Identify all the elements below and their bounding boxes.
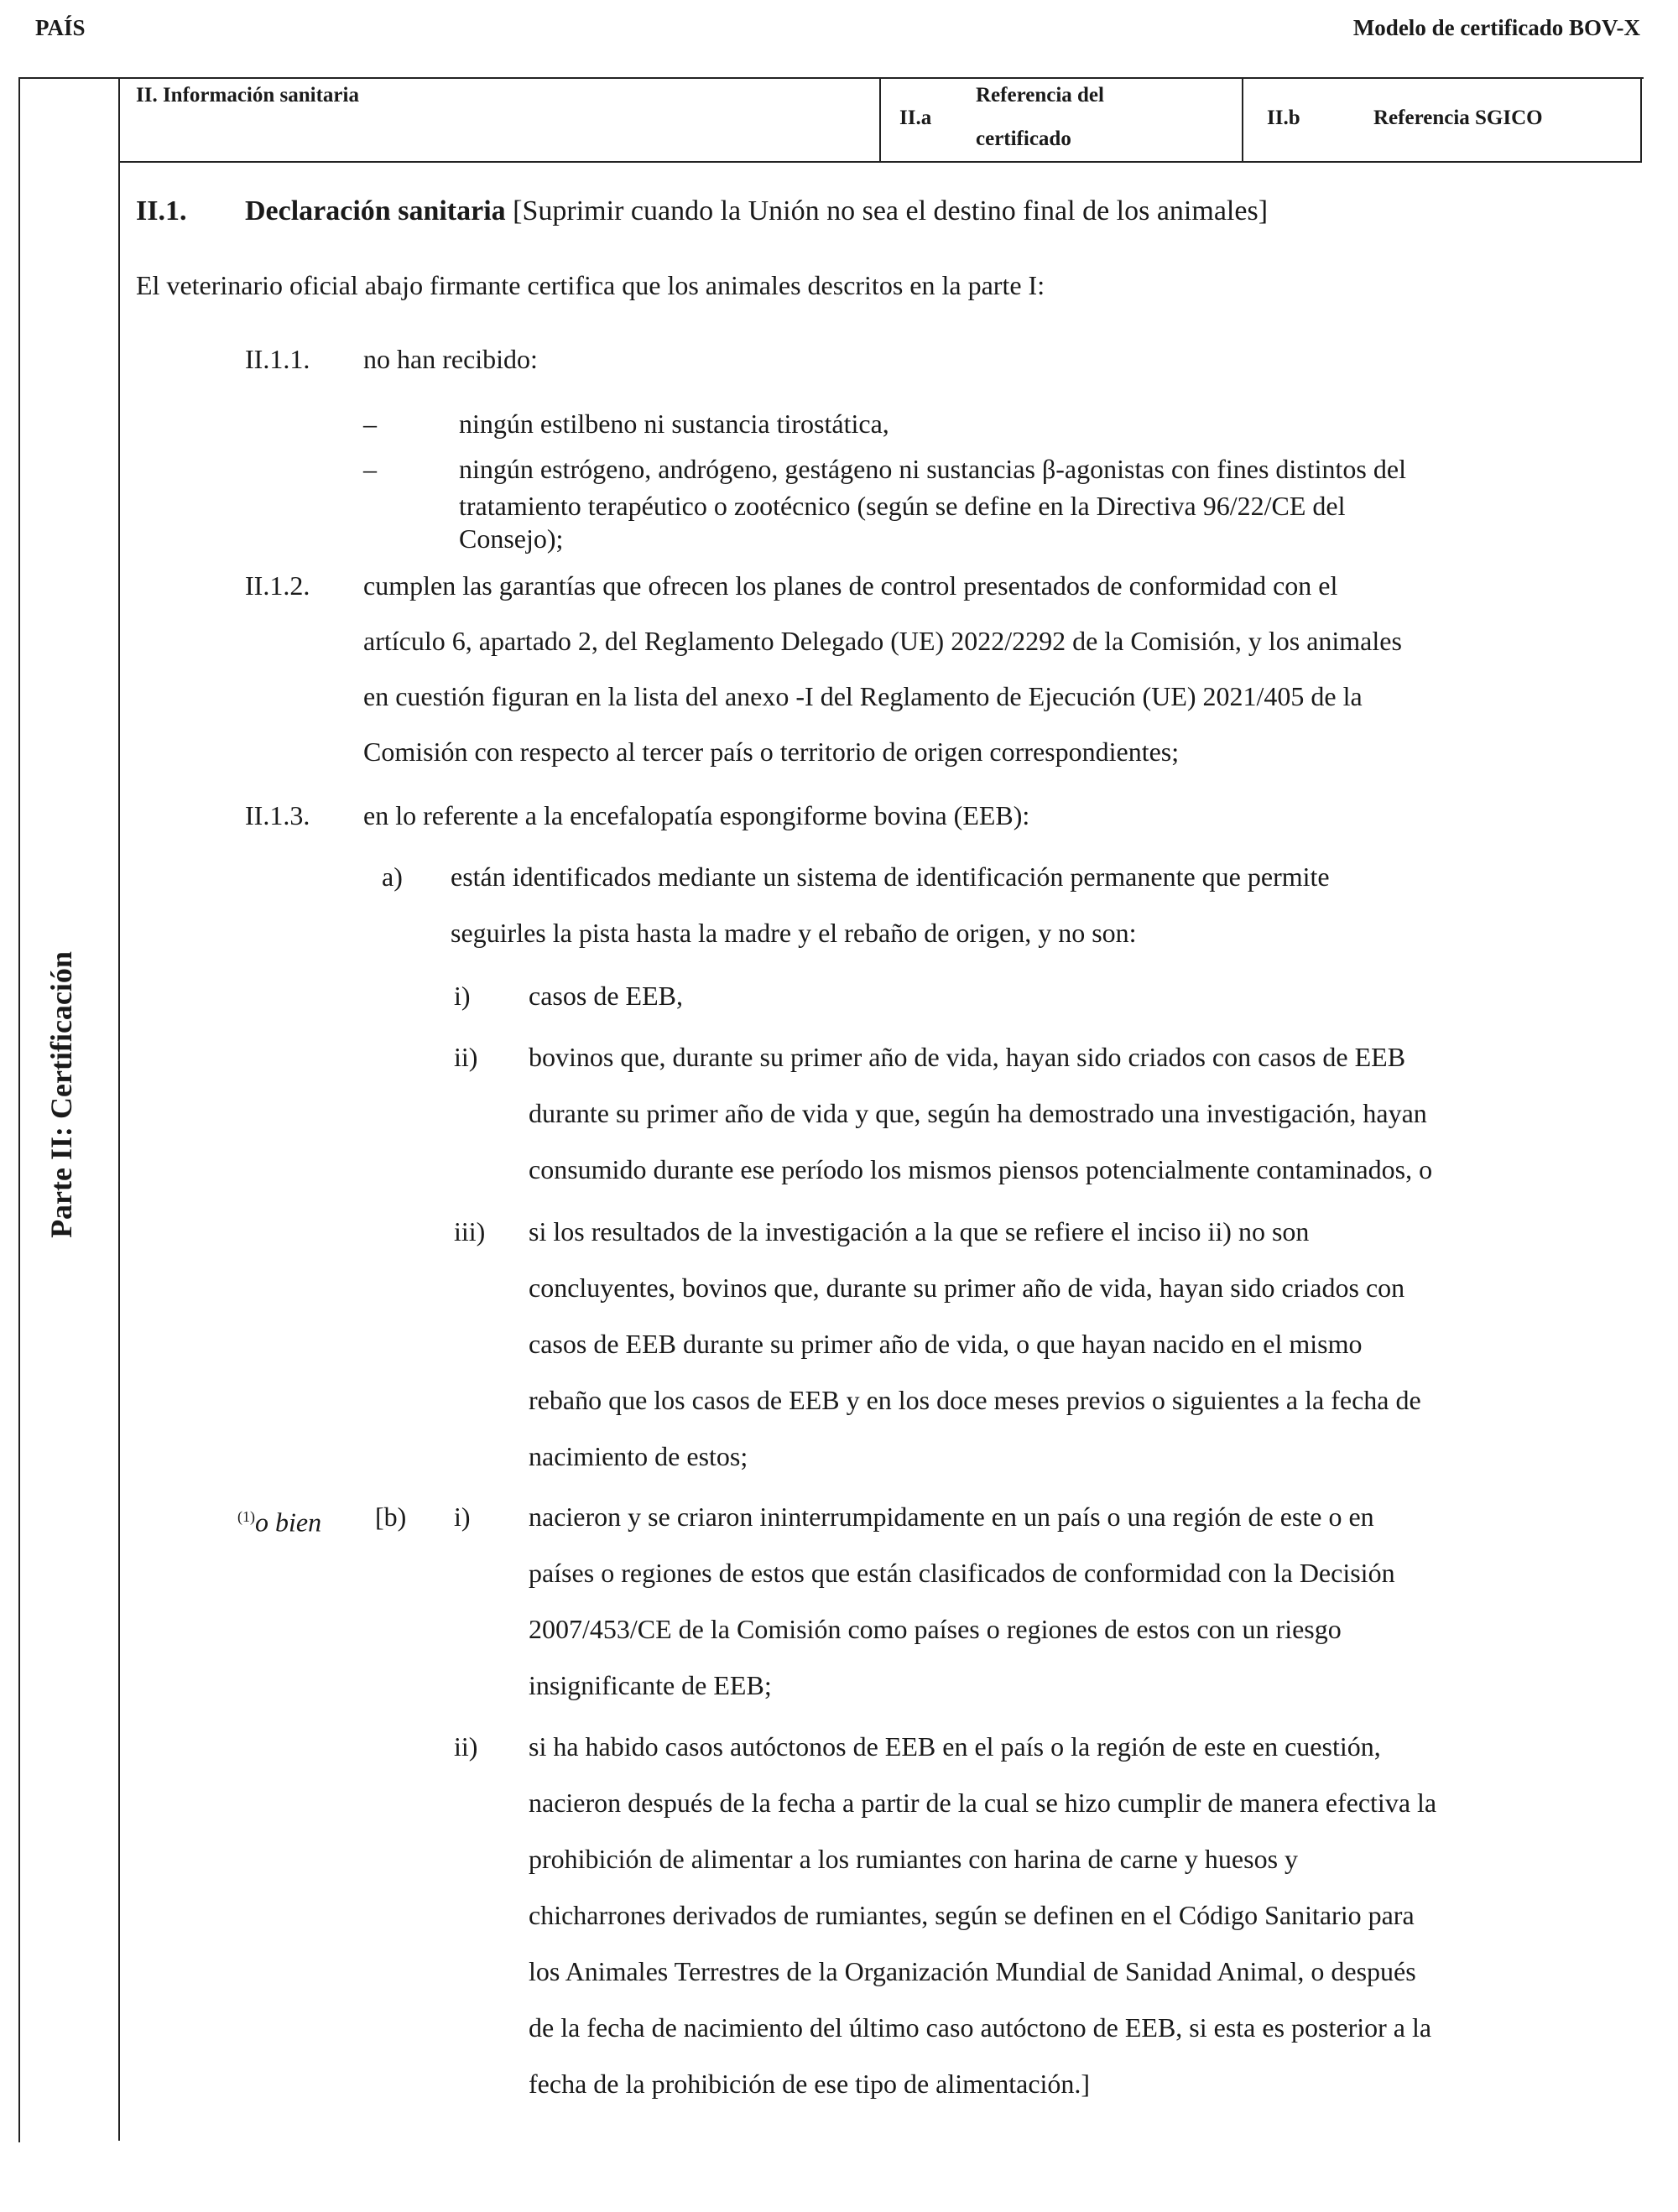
item-3-b-ii-line: chicharrones derivados de rumiantes, según se definen en el Código Sanitario para <box>529 1900 1415 1930</box>
country-label: PAÍS <box>35 15 86 40</box>
item-3-a-iii-line: rebaño que los casos de EEB y en los doce meses previos o siguientes a la fecha de <box>529 1385 1421 1415</box>
item-3-number: II.1.3. <box>245 800 310 830</box>
dash-bullet-2: – <box>363 454 377 484</box>
section-number: II.1. <box>136 195 187 226</box>
item-3-a-line: están identificados mediante un sistema de identificación permanente que permite <box>451 861 1330 892</box>
item-3-b-ii-line: fecha de la prohibición de ese tipo de alimentación.] <box>529 2069 1091 2099</box>
item-3-a-iii-line: nacimiento de estos; <box>529 1441 748 1471</box>
ref-a-code: II.a <box>899 107 932 129</box>
item-3-b-or <box>237 1500 321 1539</box>
item-3-b-i-line: nacieron y se criaron ininterrumpidamente en un país o una región de este o en <box>529 1502 1374 1532</box>
or-text: o bien <box>255 1507 322 1538</box>
item-3-a-ii-line: bovinos que, durante su primer año de vida, hayan sido criados con casos de EEB <box>529 1042 1406 1072</box>
item-3-a-iii-line: concluyentes, bovinos que, durante su primer año de vida, hayan sido criados con <box>529 1273 1405 1303</box>
side-column-divider <box>118 77 120 2141</box>
item-3-a-line: seguirles la pista hasta la madre y el rebaño de origen, y no son: <box>451 918 1137 948</box>
item-2-line: artículo 6, apartado 2, del Reglamento Delegado (UE) 2022/2292 de la Comisión, y los animales <box>363 626 1402 656</box>
item-3-text: en lo referente a la encefalopatía espongiforme bovina (EEB): <box>363 800 1030 830</box>
item-2-line: cumplen las garantías que ofrecen los planes de control presentados de conformidad con el <box>363 570 1338 601</box>
section-note: [Suprimir cuando la Unión no sea el destino final de los animales] <box>513 195 1269 226</box>
header-divider-a <box>879 77 881 161</box>
ref-b-code: II.b <box>1267 107 1300 129</box>
section-header: II. Información sanitaria <box>136 84 359 107</box>
item-1-text: no han recibido: <box>363 344 538 374</box>
item-1-number: II.1.1. <box>245 344 310 374</box>
item-3-b-i-label: i) <box>454 1502 471 1532</box>
ref-a-label-line2: certificado <box>976 128 1071 150</box>
item-3-b-i-line: países o regiones de estos que están clasificados de conformidad con la Decisión <box>529 1558 1395 1588</box>
item-3-a-ii-label: ii) <box>454 1042 478 1072</box>
item-3-a-ii-line: durante su primer año de vida y que, según ha demostrado una investigación, hayan <box>529 1098 1427 1128</box>
item-3-b-ii-line: de la fecha de nacimiento del último caso autóctono de EEB, si esta es posterior a la <box>529 2012 1432 2043</box>
intro-paragraph: El veterinario oficial abajo firmante certifica que los animales descritos en la parte I: <box>136 270 1045 300</box>
ref-b-label: Referencia SGICO <box>1373 107 1543 129</box>
item-2-line: en cuestión figuran en la lista del anexo -I del Reglamento de Ejecución (UE) 2021/405 de la <box>363 681 1363 711</box>
ref-a-label-line1: Referencia del <box>976 84 1104 107</box>
item-3-a-iii-line: si los resultados de la investigación a la que se refiere el inciso ii) no son <box>529 1216 1310 1247</box>
item-1-bullet-1: ningún estilbeno ni sustancia tirostática, <box>459 409 889 439</box>
header-row-divider <box>118 161 1642 163</box>
header-right-border <box>1640 77 1642 161</box>
header-divider-b <box>1242 77 1243 161</box>
section-title: Declaración sanitaria <box>245 195 506 226</box>
item-2-number: II.1.2. <box>245 570 310 601</box>
item-2-line: Comisión con respecto al tercer país o territorio de origen correspondientes; <box>363 736 1180 767</box>
item-3-b-ii-line: prohibición de alimentar a los rumiantes con harina de carne y huesos y <box>529 1844 1299 1874</box>
item-3-a-ii-line: consumido durante ese período los mismos piensos potencialmente contaminados, o <box>529 1154 1433 1184</box>
item-3-a-iii-label: iii) <box>454 1216 486 1247</box>
section-heading <box>245 195 1268 228</box>
certificate-model: Modelo de certificado BOV-X <box>1352 15 1640 40</box>
item-1-bullet-2-line2: tratamiento terapéutico o zootécnico (según se define en la Directiva 96/22/CE del <box>459 491 1346 521</box>
footnote-marker: (1) <box>237 1508 255 1525</box>
item-3-a-i-label: i) <box>454 981 471 1011</box>
item-3-b-i-line: 2007/453/CE de la Comisión como países o regiones de estos con un riesgo <box>529 1614 1342 1644</box>
item-3-b-label: [b) <box>375 1502 407 1532</box>
item-3-a-label: a) <box>382 861 403 892</box>
item-3-b-ii-line: nacieron después de la fecha a partir de la cual se hizo cumplir de manera efectiva la <box>529 1788 1437 1818</box>
item-1-bullet-2-line3: Consejo); <box>459 523 564 554</box>
item-3-a-i-text: casos de EEB, <box>529 981 683 1011</box>
item-3-b-i-line: insignificante de EEB; <box>529 1670 772 1700</box>
dash-bullet-1: – <box>363 409 377 439</box>
part-two-side-label: Parte II: Certificación <box>44 951 78 1238</box>
item-3-b-ii-label: ii) <box>454 1731 478 1762</box>
item-3-b-ii-line: los Animales Terrestres de la Organización Mundial de Sanidad Animal, o después <box>529 1956 1416 1986</box>
item-1-bullet-2-line1: ningún estrógeno, andrógeno, gestágeno ni sustancias β-agonistas con fines distintos del <box>459 454 1406 484</box>
item-3-a-iii-line: casos de EEB durante su primer año de vida, o que hayan nacido en el mismo <box>529 1329 1363 1359</box>
item-3-b-ii-line: si ha habido casos autóctonos de EEB en el país o la región de este en cuestión, <box>529 1731 1381 1762</box>
